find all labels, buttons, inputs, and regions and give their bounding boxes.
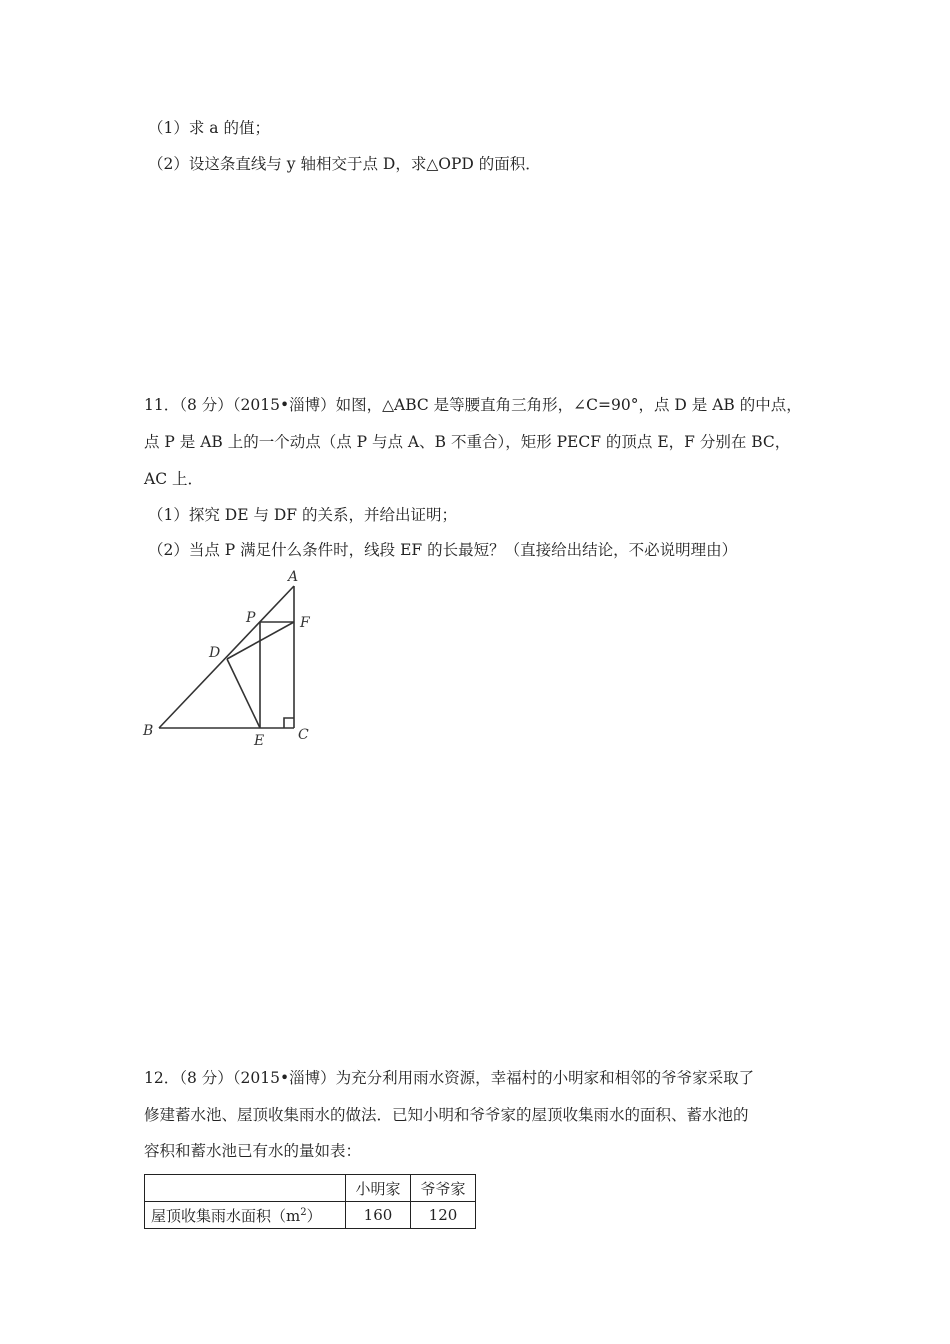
label-C: C <box>298 727 309 743</box>
table-cell-yeye: 120 <box>411 1202 476 1229</box>
q11-part2: （2）当点 P 满足什么条件时，线段 EF 的长最短？（直接给出结论，不必说明理由） <box>148 541 738 559</box>
label-D: D <box>209 645 221 661</box>
q10-part1: （1）求 a 的值； <box>148 119 270 137</box>
row-label-superscript: 2 <box>300 1206 307 1218</box>
table-header-row <box>145 1175 476 1202</box>
label-P: P <box>246 610 256 626</box>
q11-stem-line3: AC 上． <box>144 470 203 488</box>
q11-stem-line1: 11．（8 分）（2015•淄博）如图，△ABC 是等腰直角三角形，∠C=90°，点 D 是 AB 的中点， <box>144 396 802 414</box>
table-header-yeye: 爷爷家 <box>411 1175 476 1202</box>
table-header-empty <box>145 1175 346 1202</box>
q12-stem-line3: 容积和蓄水池已有水的量如表： <box>144 1142 362 1160</box>
segment-AB <box>159 586 294 728</box>
label-B: B <box>143 723 154 739</box>
label-E: E <box>254 733 265 749</box>
segment-DE <box>227 659 260 728</box>
q12-stem-line1: 12．（8 分）（2015•淄博）为充分利用雨水资源，幸福村的小明家和相邻的爷爷家采取了 <box>144 1069 755 1087</box>
table-header-xiaoming: 小明家 <box>346 1175 411 1202</box>
table-row <box>145 1202 476 1229</box>
table-row-label <box>145 1202 346 1229</box>
row-label-text: 屋顶收集雨水面积（m <box>151 1206 301 1225</box>
right-angle-mark <box>284 718 294 728</box>
q10-part2: （2）设这条直线与 y 轴相交于点 D，求△OPD 的面积． <box>148 155 541 173</box>
q12-stem-line2: 修建蓄水池、屋顶收集雨水的做法．已知小明和爷爷家的屋顶收集雨水的面积、蓄水池的 <box>144 1106 749 1124</box>
q12-data-table <box>144 1174 476 1229</box>
q11-geometry-figure <box>138 562 328 752</box>
q11-stem-line2: 点 P 是 AB 上的一个动点（点 P 与点 A、B 不重合），矩形 PECF 的顶点 E，F 分别在 BC， <box>144 433 791 451</box>
label-A: A <box>288 569 299 585</box>
table-cell-xiaoming: 160 <box>346 1202 411 1229</box>
label-F: F <box>300 615 310 631</box>
q11-part1: （1）探究 DE 与 DF 的关系，并给出证明； <box>148 506 457 524</box>
row-label-close: ） <box>306 1206 322 1225</box>
